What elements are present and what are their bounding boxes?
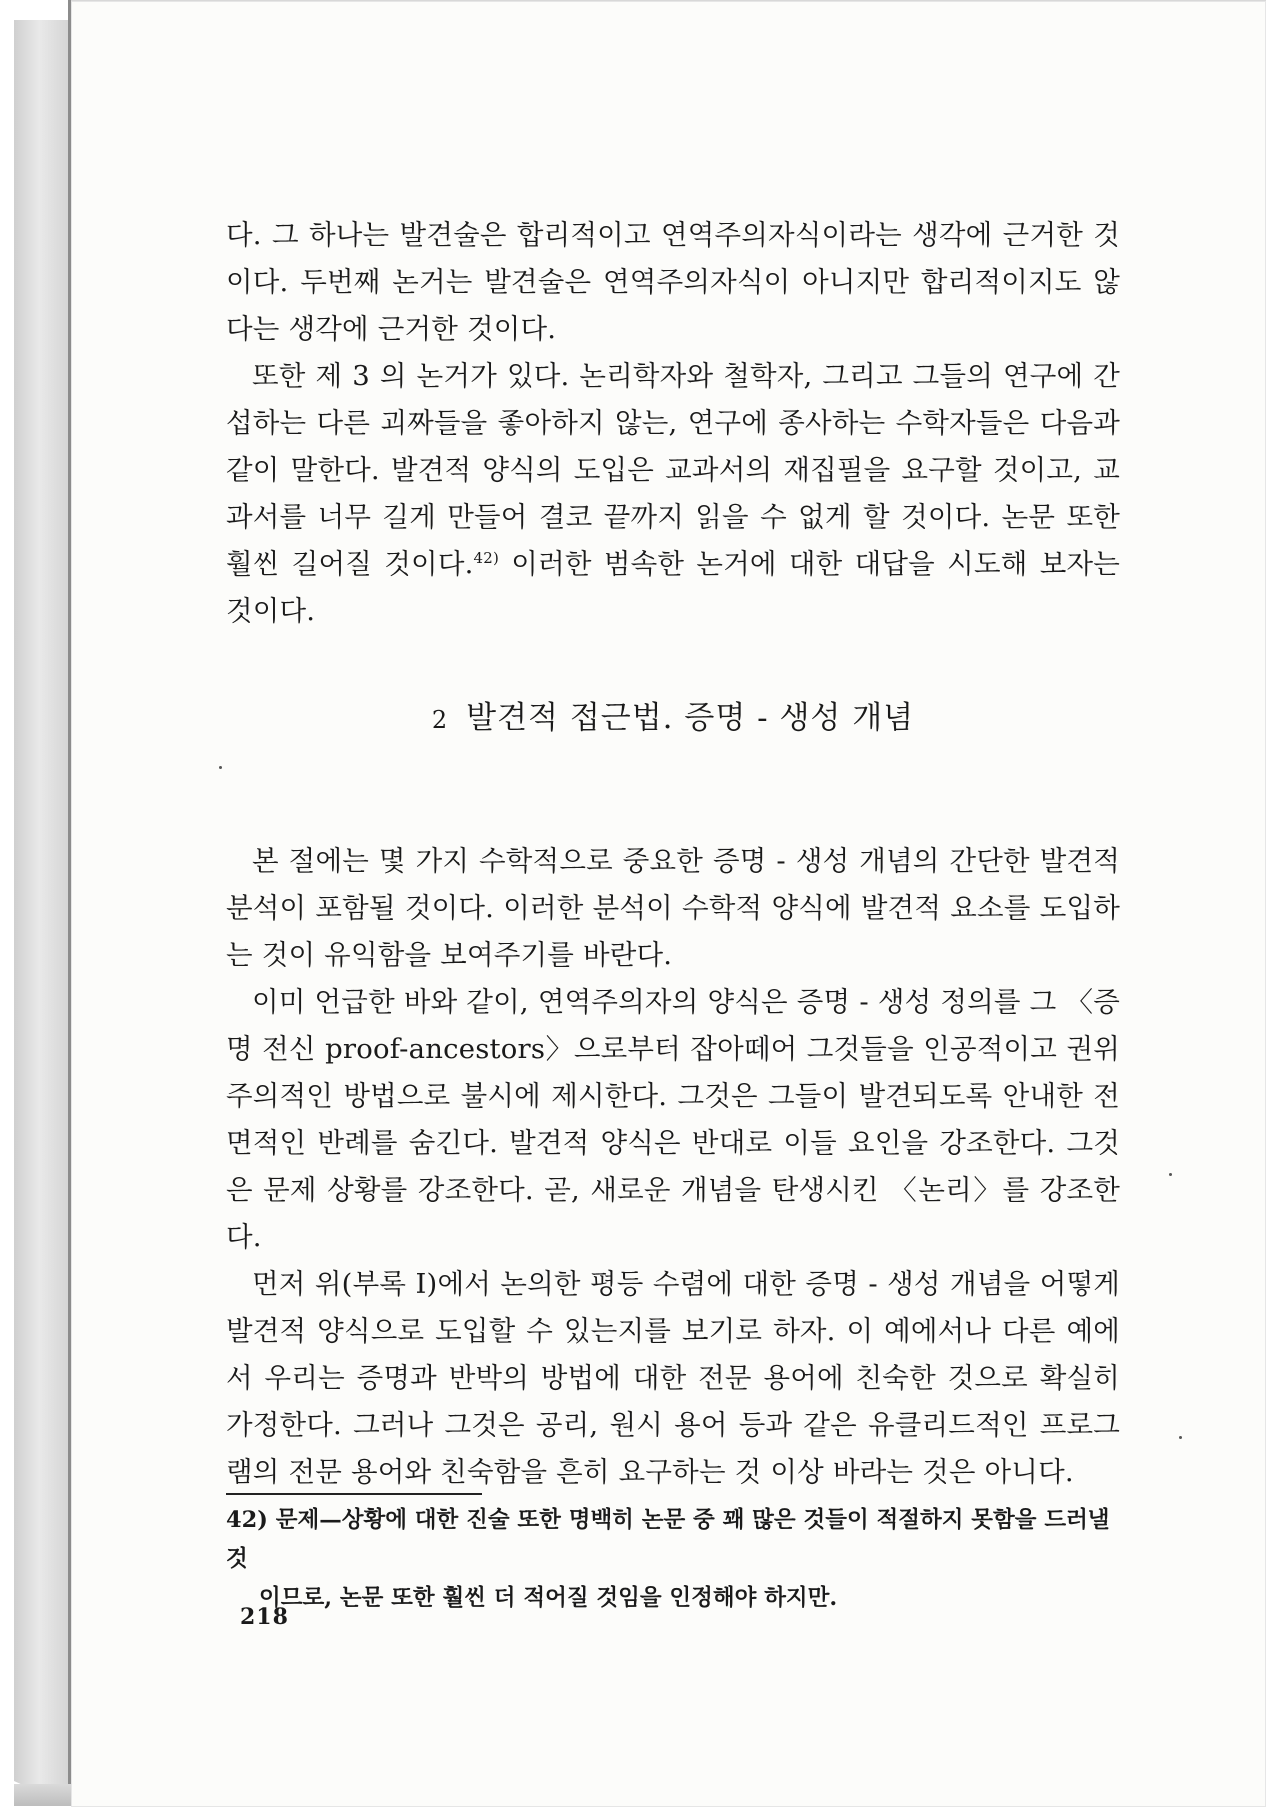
book-spine-edge	[14, 20, 70, 1806]
paragraph-1: 다. 그 하나는 발견술은 합리적이고 연역주의자식이라는 생각에 근거한 것이다. 두번째 논거는 발견술은 연역주의자식이 아니지만 합리적이지도 않다는 생각에 근거한 것이다.	[226, 219, 1120, 345]
paragraph-4: 이미 언급한 바와 같이, 연역주의자의 양식은 증명 - 생성 정의를 그 〈증명 전신 proof-ancestors〉으로부터 잡아떼어 그것들을 인공적이고 권위주의적인 방법으로 불시에 제시한다. 그것은 그들이 발견되도록 안내한 전면적인 반례를 숨긴다. 발견적 양식은 반대로 이들 요인을 강조한다. 그것은 문제 상황를 강조한다. 곧, 새로운 개념을 탄생시킨 〈논리〉를 강조한다.	[226, 986, 1120, 1253]
section-title: 발견적 접근법. 증명 - 생성 개념	[466, 700, 915, 736]
footnote-divider	[226, 1493, 482, 1495]
page-number: 218	[240, 1604, 289, 1630]
paragraph-3: 본 절에는 몇 가지 수학적으로 중요한 증명 - 생성 개념의 간단한 발견적 분석이 포함될 것이다. 이러한 분석이 수학적 양식에 발견적 요소를 도입하는 것이 유익함을 보여주기를 바란다.	[226, 845, 1120, 971]
scan-speck	[219, 766, 222, 769]
paragraph-2-main: 또한 제 3 의 논거가 있다. 논리학자와 철학자, 그리고 그들의 연구에 간섭하는 다른 괴짜들을 좋아하지 않는, 연구에 종사하는 수학자들은 다음과 같이 말한다. 발견적 양식의 도입은 교과서의 재집필을 요구할 것이고, 교과서를 너무 길게 만들어 결코 끝까지 읽을 수 없게 할 것이다. 논문 또한 훨씬 길어질 것이다.	[226, 360, 1120, 580]
section-heading	[226, 692, 1120, 737]
book-bottom-shadow	[14, 1784, 71, 1806]
bottom-text-block	[226, 838, 1120, 1496]
section-number: 2	[431, 706, 449, 734]
footnote-line-2: 이므로, 논문 또한 훨씬 더 적어질 것임을 인정해야 하지만.	[259, 1585, 838, 1611]
paragraph-2	[226, 353, 1120, 635]
paragraph-2-tail: 이러한 범속한 논거에 대한 대답을 시도해 보자는 것이다.	[226, 548, 1120, 627]
footnote	[226, 1501, 1120, 1618]
footnote-reference[interactable]: 42)	[473, 548, 500, 567]
scan-speck	[1169, 1173, 1172, 1176]
top-text-block	[226, 212, 1120, 635]
paragraph-5: 먼저 위(부록 I)에서 논의한 평등 수렴에 대한 증명 - 생성 개념을 어떻게 발견적 양식으로 도입할 수 있는지를 보기로 하자. 이 예에서나 다른 예에서 우리는 증명과 반박의 방법에 대한 전문 용어에 친숙한 것으로 확실히 가정한다. 그러나 그것은 공리, 원시 용어 등과 같은 유클리드적인 프로그램의 전문 용어와 친숙함을 흔히 요구하는 것 이상 바라는 것은 아니다.	[226, 1268, 1120, 1488]
scan-speck	[1179, 1436, 1182, 1439]
footnote-line-1: 42) 문제—상황에 대한 진술 또한 명백히 논문 중 꽤 많은 것들이 적절하지 못함을 드러낼 것	[226, 1507, 1110, 1572]
